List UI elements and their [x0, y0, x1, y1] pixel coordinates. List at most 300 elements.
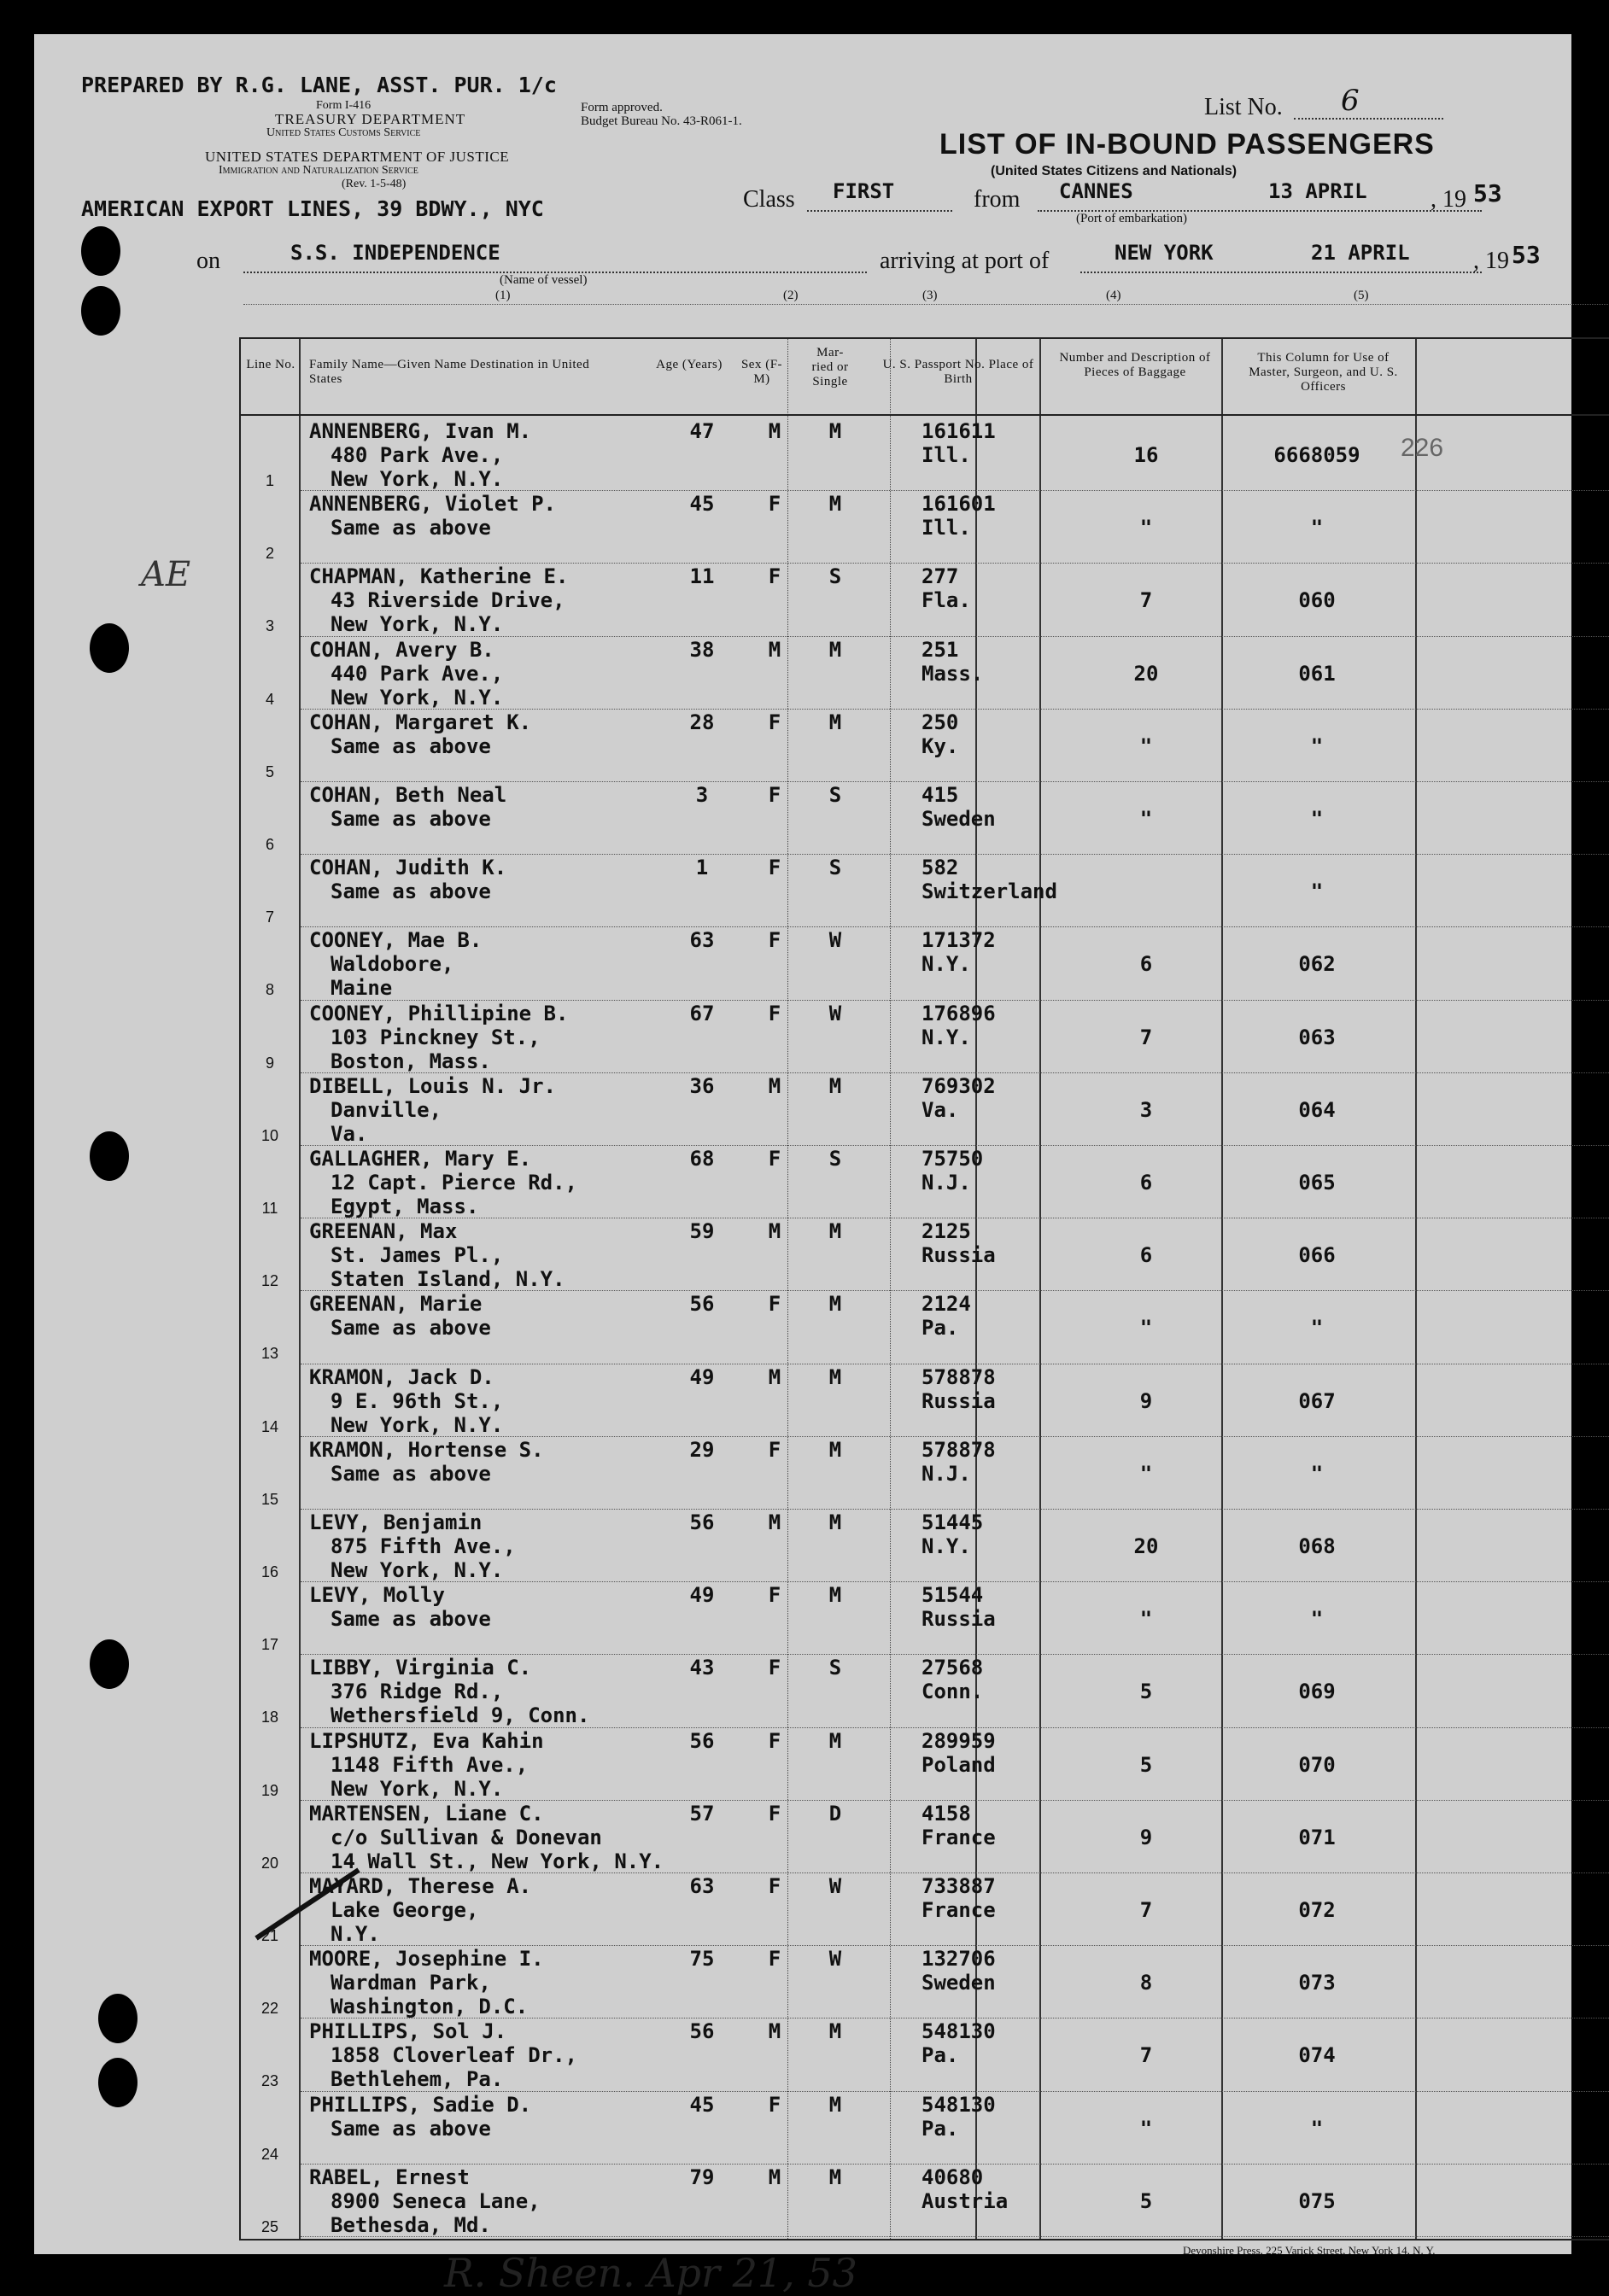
punch-hole	[90, 623, 129, 673]
passenger-age: 68	[689, 1147, 715, 1171]
passenger-name: DIBELL, Louis N. Jr.	[309, 1073, 556, 1098]
baggage-count: 9	[1139, 1825, 1153, 1849]
passenger-sex: F	[768, 2092, 781, 2117]
line-number: 6	[265, 836, 274, 853]
table-row	[241, 926, 1609, 999]
table-row	[241, 1364, 1609, 1436]
officer-note: 072	[1298, 1898, 1336, 1922]
vessel-name: S.S. INDEPENDENCE	[290, 241, 500, 265]
passenger-age: 63	[689, 928, 715, 953]
marital-status: M	[828, 710, 842, 734]
passenger-age: 56	[689, 2019, 715, 2044]
from-label: from	[974, 186, 1021, 213]
officer-note: "	[1310, 1607, 1324, 1632]
officer-note: 071	[1298, 1825, 1336, 1849]
passenger-address: St. James Pl.,	[331, 1243, 504, 1268]
line-number: 18	[260, 1709, 279, 1726]
passenger-address: 12 Capt. Pierce Rd.,	[331, 1171, 577, 1195]
passenger-age: 38	[689, 637, 715, 662]
line-number: 3	[265, 617, 274, 635]
officer-note: 073	[1298, 1971, 1336, 1995]
line-number: 15	[260, 1490, 279, 1508]
passenger-address: Same as above	[331, 1461, 491, 1486]
arrival-year: 53	[1512, 241, 1541, 269]
document-title: LIST OF IN-BOUND PASSENGERS	[939, 128, 1435, 161]
passport-number: 161611	[922, 419, 996, 443]
table-row	[241, 1145, 1609, 1218]
passenger-age: 36	[689, 1073, 715, 1098]
place-of-birth: Pa.	[922, 1316, 959, 1341]
passenger-address: Bethlehem, Pa.	[331, 2067, 504, 2092]
passport-number: 40680	[922, 2165, 984, 2189]
marital-status: M	[828, 2165, 842, 2189]
marital-status: M	[828, 1219, 842, 1244]
passenger-sex: F	[768, 1728, 781, 1753]
marital-status: M	[828, 1292, 842, 1317]
passenger-name: LIPSHUTZ, Eva Kahin	[309, 1728, 544, 1753]
passport-number: 289959	[922, 1728, 996, 1753]
passenger-address: 1858 Cloverleaf Dr.,	[331, 2043, 577, 2068]
baggage-count: 6	[1139, 1171, 1153, 1195]
passport-number: 578878	[922, 1437, 996, 1462]
officer-note: "	[1310, 733, 1324, 758]
place-of-birth: Mass.	[922, 661, 984, 686]
table-row	[241, 636, 1609, 709]
passport-number: 176896	[922, 1001, 996, 1025]
line-number: 20	[260, 1854, 279, 1872]
passport-number: 51544	[922, 1583, 984, 1608]
baggage-count: 7	[1139, 1025, 1153, 1049]
passport-number: 171372	[922, 928, 996, 953]
line-number: 21	[260, 1927, 279, 1944]
class-label: Class	[743, 186, 795, 213]
place-of-birth: Austria	[922, 2188, 1009, 2213]
passenger-name: CHAPMAN, Katherine E.	[309, 564, 569, 589]
officer-note: 065	[1298, 1171, 1336, 1195]
table-row	[241, 490, 1609, 563]
passenger-address: New York, N.Y.	[331, 1558, 504, 1582]
baggage-count: 5	[1139, 1680, 1153, 1704]
line-number: 11	[261, 1200, 278, 1217]
line-number: 10	[260, 1126, 279, 1144]
header-officers: This Column for Use of Master, Surgeon, and U. S. Officers	[1249, 351, 1398, 394]
baggage-count: 3	[1139, 1097, 1153, 1122]
passenger-address: Same as above	[331, 733, 491, 758]
list-no-label: List No.	[1204, 94, 1283, 120]
passenger-address: 376 Ridge Rd.,	[331, 1680, 504, 1704]
passenger-sex: F	[768, 856, 781, 880]
table-row	[241, 2091, 1609, 2164]
passenger-age: 59	[689, 1219, 715, 1244]
arrival-year-prefix: , 19	[1473, 248, 1509, 274]
marital-status: M	[828, 1437, 842, 1462]
officer-note: "	[1310, 807, 1324, 831]
baggage-count: 6	[1139, 1243, 1153, 1268]
table-row	[241, 709, 1609, 781]
passenger-name: LEVY, Molly	[309, 1583, 445, 1608]
baggage-count: 7	[1139, 1898, 1153, 1922]
passenger-sex: F	[768, 1801, 781, 1826]
passport-number: 4158	[922, 1801, 971, 1826]
header-sex: Sex (F-M)	[740, 358, 783, 386]
passenger-address: 103 Pinckney St.,	[331, 1025, 541, 1049]
passenger-sex: F	[768, 564, 781, 589]
passport-number: 578878	[922, 1364, 996, 1389]
officer-note: "	[1310, 1316, 1324, 1341]
place-of-birth: Pa.	[922, 2116, 959, 2141]
passenger-address: Lake George,	[331, 1898, 479, 1922]
passenger-age: 1	[695, 856, 709, 880]
marital-status: M	[828, 1510, 842, 1534]
officer-note: "	[1310, 516, 1324, 540]
passenger-name: LEVY, Benjamin	[309, 1510, 483, 1534]
baggage-count: 9	[1139, 1388, 1153, 1413]
officer-note: "	[1310, 1461, 1324, 1486]
passenger-sex: F	[768, 1292, 781, 1317]
agent-line: AMERICAN EXPORT LINES, 39 BDWY., NYC	[81, 196, 544, 221]
passenger-age: 49	[689, 1364, 715, 1389]
passenger-age: 45	[689, 492, 715, 517]
prepared-by: PREPARED BY R.G. LANE, ASST. PUR. 1/c	[81, 73, 557, 97]
officer-note: 063	[1298, 1025, 1336, 1049]
officer-note: 067	[1298, 1388, 1336, 1413]
passport-number: 582	[922, 856, 959, 880]
line-number: 4	[265, 690, 274, 708]
customs-service: United States Customs Service	[266, 126, 421, 139]
baggage-count: 7	[1139, 2043, 1153, 2068]
table-row	[241, 1872, 1609, 1945]
marital-status: S	[828, 856, 842, 880]
passenger-name: PHILLIPS, Sol J.	[309, 2019, 507, 2044]
passenger-address: 8900 Seneca Lane,	[331, 2188, 541, 2213]
passenger-address: Same as above	[331, 2116, 491, 2141]
marital-status: M	[828, 2092, 842, 2117]
passenger-age: 29	[689, 1437, 715, 1462]
table-row	[241, 854, 1609, 926]
baggage-count: 5	[1139, 1752, 1153, 1777]
passenger-address: Same as above	[331, 1607, 491, 1632]
margin-initials: AE	[141, 555, 191, 594]
line-number: 22	[260, 2000, 279, 2018]
officer-note: 070	[1298, 1752, 1336, 1777]
justice-dept: UNITED STATES DEPARTMENT OF JUSTICE	[205, 149, 510, 165]
header-married: Mar- ried or Single	[811, 346, 849, 389]
baggage-count: "	[1139, 1607, 1153, 1632]
budget-bureau: Budget Bureau No. 43-R061-1.	[581, 114, 742, 128]
passport-number: 277	[922, 564, 959, 589]
header-age: Age (Years)	[656, 358, 723, 371]
baggage-count: 8	[1139, 1971, 1153, 1995]
passenger-age: 56	[689, 1728, 715, 1753]
baggage-count: "	[1139, 733, 1153, 758]
passenger-address: Va.	[331, 1121, 368, 1146]
line-number: 13	[260, 1345, 279, 1363]
line-number: 8	[265, 981, 274, 999]
table-row	[241, 1581, 1609, 1654]
officer-note: 074	[1298, 2043, 1336, 2068]
passenger-address: New York, N.Y.	[331, 467, 504, 491]
passport-number: 132706	[922, 1947, 996, 1972]
passenger-address: 14 Wall St., New York, N.Y.	[331, 1849, 664, 1873]
passenger-sex: M	[768, 2019, 781, 2044]
form-approved: Form approved.	[581, 101, 663, 114]
passport-number: 250	[922, 710, 959, 734]
passenger-sex: F	[768, 492, 781, 517]
officer-note: "	[1310, 2116, 1324, 2141]
marital-status: S	[828, 564, 842, 589]
port-embarkation-label: (Port of embarkation)	[1076, 212, 1187, 225]
passenger-sex: F	[768, 1437, 781, 1462]
treasury-dept: TREASURY DEPARTMENT	[275, 111, 466, 127]
passenger-address: 875 Fifth Ave.,	[331, 1534, 516, 1558]
table-row	[241, 2164, 1609, 2236]
table-row	[241, 1218, 1609, 1290]
table-row	[241, 1436, 1609, 1509]
passenger-name: GALLAGHER, Mary E.	[309, 1147, 532, 1171]
line-number: 1	[265, 472, 274, 489]
baggage-count: 6	[1139, 952, 1153, 977]
passenger-sex: M	[768, 1510, 781, 1534]
passenger-address: New York, N.Y.	[331, 685, 504, 710]
passenger-address: Boston, Mass.	[331, 1049, 491, 1073]
place-of-birth: N.Y.	[922, 952, 971, 977]
passenger-address: 43 Riverside Drive,	[331, 588, 565, 613]
passenger-name: ANNENBERG, Ivan M.	[309, 419, 532, 443]
header-line-no: Line No.	[246, 358, 295, 371]
stamp-number: 226	[1401, 434, 1444, 462]
col-number: (5)	[1354, 289, 1369, 302]
embark-port: CANNES	[1059, 179, 1133, 203]
passenger-address: 440 Park Ave.,	[331, 661, 504, 686]
officer-note: 6668059	[1273, 443, 1360, 467]
line-number: 7	[265, 908, 274, 926]
baggage-count: 7	[1139, 588, 1153, 613]
marital-status: W	[828, 1874, 842, 1898]
place-of-birth: Fla.	[922, 588, 971, 613]
line-number: 17	[260, 1636, 279, 1654]
passenger-address: 9 E. 96th St.,	[331, 1388, 504, 1413]
passenger-name: MARTENSEN, Liane C.	[309, 1801, 544, 1826]
embark-year: 53	[1473, 179, 1502, 207]
table-row	[241, 1945, 1609, 2018]
place-of-birth: Conn.	[922, 1680, 984, 1704]
line-number: 5	[265, 762, 274, 780]
passenger-name: KRAMON, Hortense S.	[309, 1437, 544, 1462]
passenger-name: COHAN, Margaret K.	[309, 710, 532, 734]
passenger-address: New York, N.Y.	[331, 1412, 504, 1437]
passenger-address: Bethesda, Md.	[331, 2212, 491, 2237]
passenger-address: Wethersfield 9, Conn.	[331, 1703, 590, 1728]
line-number: 19	[260, 1781, 279, 1799]
place-of-birth: Ill.	[922, 443, 971, 467]
passenger-sex: M	[768, 1219, 781, 1244]
marital-status: W	[828, 1001, 842, 1025]
passenger-address: Same as above	[331, 807, 491, 831]
header-name: Family Name—Given Name Destination in United States	[309, 358, 590, 386]
passenger-name: ANNENBERG, Violet P.	[309, 492, 556, 517]
header-baggage: Number and Description of Pieces of Baggage	[1059, 351, 1211, 379]
passenger-age: 79	[689, 2165, 715, 2189]
passport-number: 415	[922, 783, 959, 807]
table-row	[241, 1654, 1609, 1726]
table-row	[241, 563, 1609, 635]
col-number: (4)	[1106, 289, 1121, 302]
passenger-address: Same as above	[331, 1316, 491, 1341]
marital-status: M	[828, 1583, 842, 1608]
passenger-age: 49	[689, 1583, 715, 1608]
place-of-birth: France	[922, 1898, 996, 1922]
passenger-age: 56	[689, 1292, 715, 1317]
passenger-address: Washington, D.C.	[331, 1995, 529, 2019]
passenger-sex: M	[768, 419, 781, 443]
passenger-address: 1148 Fifth Ave.,	[331, 1752, 529, 1777]
passport-number: 161601	[922, 492, 996, 517]
marital-status: D	[828, 1801, 842, 1826]
passenger-sex: F	[768, 928, 781, 953]
revision: (Rev. 1-5-48)	[342, 178, 407, 190]
passport-number: 548130	[922, 2019, 996, 2044]
arriving-label: arriving at port of	[880, 248, 1050, 274]
table-row	[241, 1072, 1609, 1145]
officer-note: 061	[1298, 661, 1336, 686]
baggage-count: 16	[1133, 443, 1159, 467]
col-number: (1)	[495, 289, 511, 302]
marital-status: M	[828, 1073, 842, 1098]
punch-hole	[90, 1131, 129, 1181]
passenger-age: 57	[689, 1801, 715, 1826]
passenger-sex: M	[768, 1364, 781, 1389]
passenger-age: 28	[689, 710, 715, 734]
table-row	[241, 1509, 1609, 1581]
passenger-address: Staten Island, N.Y.	[331, 1267, 565, 1292]
marital-status: M	[828, 419, 842, 443]
on-label: on	[196, 248, 220, 274]
place-of-birth: Russia	[922, 1607, 996, 1632]
line-number: 2	[265, 545, 274, 563]
table-row	[241, 1000, 1609, 1072]
place-of-birth: Va.	[922, 1097, 959, 1122]
place-of-birth: Poland	[922, 1752, 996, 1777]
passenger-sex: F	[768, 1583, 781, 1608]
marital-status: M	[828, 1364, 842, 1389]
baggage-count: 20	[1133, 1534, 1159, 1558]
officer-note: 066	[1298, 1243, 1336, 1268]
embark-date: 13 APRIL	[1268, 179, 1367, 203]
passenger-address: Maine	[331, 976, 393, 1001]
officer-note: 068	[1298, 1534, 1336, 1558]
passenger-sex: F	[768, 1656, 781, 1680]
place-of-birth: Russia	[922, 1388, 996, 1413]
passenger-address: New York, N.Y.	[331, 1776, 504, 1801]
immigration-service: Immigration and Naturalization Service	[219, 164, 418, 177]
document-subtitle: (United States Citizens and Nationals)	[991, 164, 1237, 178]
line-number: 14	[260, 1417, 279, 1435]
passenger-table	[239, 337, 1609, 2240]
passenger-age: 3	[695, 783, 709, 807]
passenger-name: COHAN, Judith K.	[309, 856, 507, 880]
place-of-birth: Sweden	[922, 1971, 996, 1995]
passenger-sex: F	[768, 783, 781, 807]
marital-status: S	[828, 1147, 842, 1171]
baggage-count: "	[1139, 1316, 1153, 1341]
list-no-value: 6	[1341, 84, 1360, 118]
passenger-name: RABEL, Ernest	[309, 2165, 470, 2189]
marital-status: M	[828, 1728, 842, 1753]
document-sheet	[34, 34, 1571, 2296]
passenger-age: 45	[689, 2092, 715, 2117]
passenger-name: KRAMON, Jack D.	[309, 1364, 494, 1389]
pen-check-mark	[248, 1861, 367, 1947]
table-row	[241, 781, 1609, 854]
officer-note: "	[1310, 879, 1324, 904]
passenger-sex: M	[768, 2165, 781, 2189]
embark-year-prefix: , 19	[1431, 186, 1466, 213]
passport-number: 251	[922, 637, 959, 662]
form-number: Form I-416	[316, 99, 372, 112]
passenger-sex: M	[768, 1073, 781, 1098]
place-of-birth: Russia	[922, 1243, 996, 1268]
class-value: FIRST	[833, 179, 895, 203]
place-of-birth: Sweden	[922, 807, 996, 831]
marital-status: W	[828, 1947, 842, 1972]
passenger-age: 75	[689, 1947, 715, 1972]
marital-status: W	[828, 928, 842, 953]
baggage-count: 20	[1133, 661, 1159, 686]
line-number: 23	[260, 2072, 279, 2090]
baggage-count: "	[1139, 1461, 1153, 1486]
passport-number: 51445	[922, 1510, 984, 1534]
passport-number: 733887	[922, 1874, 996, 1898]
passenger-age: 11	[689, 564, 715, 589]
vessel-label: (Name of vessel)	[500, 273, 588, 287]
signature: R. Sheen. Apr 21, 53	[444, 2250, 857, 2296]
passenger-sex: M	[768, 637, 781, 662]
line-number: 9	[265, 1054, 274, 1072]
passport-number: 27568	[922, 1656, 984, 1680]
punch-hole	[90, 1639, 129, 1689]
passenger-sex: F	[768, 710, 781, 734]
passenger-address: Same as above	[331, 516, 491, 540]
passenger-name: MAYARD, Therese A.	[309, 1874, 532, 1898]
passenger-address: Wardman Park,	[331, 1971, 491, 1995]
punch-hole	[81, 226, 120, 276]
arrival-port: NEW YORK	[1115, 241, 1214, 265]
place-of-birth: N.Y.	[922, 1534, 971, 1558]
passenger-address: Same as above	[331, 879, 491, 904]
col-number: (3)	[922, 289, 938, 302]
marital-status: M	[828, 492, 842, 517]
passport-number: 75750	[922, 1147, 984, 1171]
passenger-address: c/o Sullivan & Donevan	[331, 1825, 602, 1849]
passenger-name: COHAN, Beth Neal	[309, 783, 507, 807]
passport-number: 2124	[922, 1292, 971, 1317]
col-number: (2)	[783, 289, 799, 302]
header-passport: U. S. Passport No. Place of Birth	[882, 358, 1034, 386]
passenger-name: GREENAN, Max	[309, 1219, 458, 1244]
line-number: 25	[260, 2217, 279, 2235]
punch-hole	[98, 1994, 137, 2043]
passenger-name: LIBBY, Virginia C.	[309, 1656, 532, 1680]
officer-note: 064	[1298, 1097, 1336, 1122]
passport-number: 548130	[922, 2092, 996, 2117]
baggage-count: "	[1139, 2116, 1153, 2141]
marital-status: S	[828, 783, 842, 807]
place-of-birth: Switzerland	[922, 879, 1057, 904]
passenger-address: 480 Park Ave.,	[331, 443, 504, 467]
table-row	[241, 1800, 1609, 1872]
punch-hole	[98, 2058, 137, 2107]
row-divider	[301, 2236, 1609, 2237]
